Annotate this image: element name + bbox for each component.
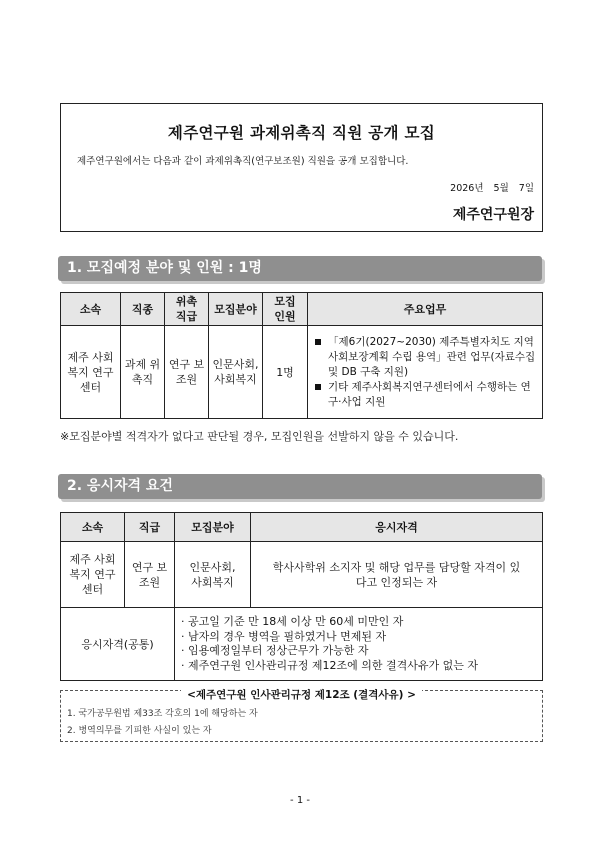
recruitment-note: ※모집분야별 적격자가 없다고 판단될 경우, 모집인원을 선발하지 않을 수 있습니다.: [60, 430, 459, 443]
list-item: · 제주연구원 인사관리규정 제12조에 의한 결격사유가 없는 자: [181, 658, 478, 672]
table-row: [61, 608, 543, 681]
notice-date: 2026년 5월 7일: [450, 183, 534, 194]
list-item: 기타 제주사회복지연구센터에서 수행하는 연구·사업 지원: [314, 380, 536, 410]
list-item: · 공고일 기준 만 18세 이상 만 60세 미만인 자: [181, 615, 404, 628]
page-number: - 1 -: [290, 795, 310, 806]
col-rank: 직급: [125, 513, 175, 542]
cell-rank: 연구 보조원: [125, 542, 175, 608]
col-field: 모집분야: [209, 293, 263, 326]
col-rank: 위촉 직급: [165, 293, 209, 326]
list-item: 2. 병역의무를 기피한 사실이 있는 자: [67, 726, 212, 736]
col-affiliation: 소속: [61, 513, 125, 542]
col-job-type: 직종: [121, 293, 165, 326]
cell-affiliation: 제주 사회복지 연구센터: [61, 542, 125, 608]
notice-title: 제주연구원 과제위촉직 직원 공개 모집: [167, 124, 436, 142]
col-duties: 주요업무: [308, 293, 543, 326]
cell-common-label: 응시자격(공통): [61, 608, 175, 681]
cell-qualification: 학사사학위 소지자 및 해당 업무를 담당할 자격이 있다고 인정되는 자: [251, 542, 543, 608]
col-field: 모집분야: [175, 513, 251, 542]
list-item: 1. 국가공무원법 제33조 각호의 1에 해당하는 자: [67, 709, 258, 719]
notice-intro: 제주연구원에서는 다음과 같이 과제위촉직(연구보조원) 직원을 공개 모집합니다.: [77, 156, 409, 167]
section1-heading: 1. 모집예정 분야 및 인원 : 1명: [58, 256, 542, 281]
cell-common-items: [175, 608, 543, 681]
section2-heading: 2. 응시자격 요건: [58, 474, 542, 499]
qualification-table-header: [61, 513, 543, 542]
notice-box: [60, 103, 543, 232]
cell-duties: [308, 326, 543, 419]
cell-field: 인문사회, 사회복지: [175, 542, 251, 608]
recruitment-table-header: [61, 293, 543, 326]
regulation-box: [60, 690, 543, 742]
qualification-table: [60, 512, 543, 681]
cell-job-type: 과제 위촉직: [121, 326, 165, 419]
table-row: [61, 326, 543, 419]
list-item: · 남자의 경우 병역을 필하였거나 면제된 자: [181, 629, 387, 643]
cell-affiliation: 제주 사회복지 연구센터: [61, 326, 121, 419]
cell-rank: 연구 보조원: [165, 326, 209, 419]
regulation-title: <제주연구원 인사관리규정 제12조 (결격사유) >: [61, 683, 542, 702]
col-qualification: 응시자격: [251, 513, 543, 542]
bullet-square-icon: [315, 339, 321, 345]
col-count: 모집 인원: [263, 293, 308, 326]
recruitment-table: [60, 292, 543, 419]
bullet-square-icon: [315, 384, 321, 390]
list-item: 「제6기(2027~2030) 제주특별자치도 지역사회보장계획 수립 용역」관련 업무(자료수집 및 DB 구축 지원): [314, 335, 536, 380]
cell-field: 인문사회, 사회복지: [209, 326, 263, 419]
col-affiliation: 소속: [61, 293, 121, 326]
table-row: [61, 542, 543, 608]
cell-count: 1명: [263, 326, 308, 419]
list-item: · 임용예정일부터 정상근무가 가능한 자: [181, 644, 369, 657]
notice-signature: 제주연구원장: [452, 207, 534, 223]
